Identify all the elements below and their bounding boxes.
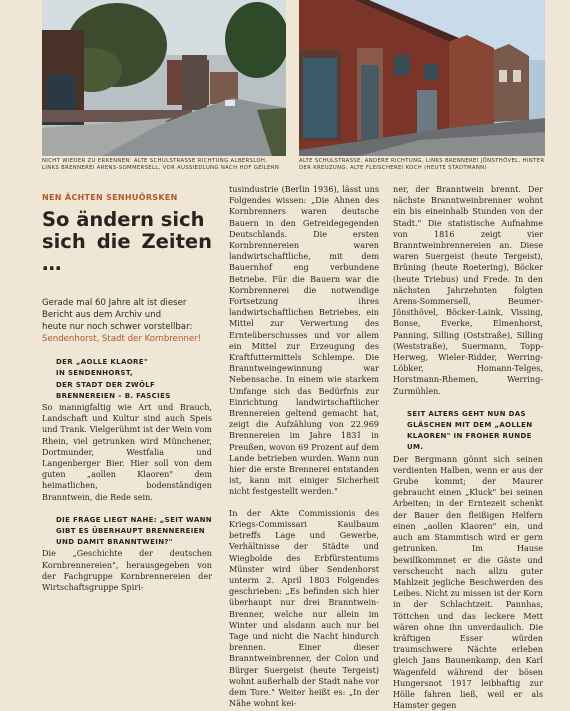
section-heading-3 <box>407 409 543 454</box>
article-column-1 <box>42 188 212 593</box>
photo-caption-right: ALTE SCHULSTRASSE, ANDERE RICHTUNG, LINKS BRENNEREI JÖNSTHÖVEL, HINTER DER KREUZUNG: ALTE FLEISCHEREI KOCH (HEUTE STADTMANN) <box>299 158 545 172</box>
section-heading-1-line-4: BRENNEREIEN – B. FASCIES <box>56 391 171 400</box>
street-photo-right <box>299 0 545 156</box>
lead-line-3: heute nur noch schwer vorstellbar: <box>42 322 193 333</box>
body-paragraph-1: So mannigfaltig wie Art und Brauch, Landschaft und Kultur sind auch Speis und Trank. Vielgerühmt ist der Wein vom Rhein, viel getrunken wird Münchener, Dortmunder, Westfalia und Langenberger Bier. Hier soll von dem guten „aollen Klaoren" dem heimatlichen, bodenständigen Branntwein, die Rede sein. <box>42 402 212 502</box>
lead-line-1: Gerade mal 60 Jahre alt ist dieser <box>42 298 187 309</box>
lead-line-2: Bericht aus dem Archiv und <box>42 310 162 321</box>
section-heading-3-line-2: GLÄSCHEN MIT DEM „AOLLEN <box>407 421 533 430</box>
section-heading-1 <box>56 357 212 402</box>
section-heading-3-line-1: SEIT ALTERS GEHT NUN DAS <box>407 409 526 418</box>
body-paragraph-2: Die „Geschichte der deutschen Kornbrennereien", herausgegeben von der Fachgruppe Kornbrennereien der Wirtschaftsgruppe Spiri- <box>42 548 212 593</box>
section-heading-2 <box>56 515 212 549</box>
headline-line-1: So ändern sich <box>42 208 205 232</box>
article-kicker: NEN ÄCHTEN SENHUÖRSKEN <box>42 193 178 202</box>
section-heading-2-line-2: GIBT ES ÜBERHAUPT BRENNEREIEN <box>56 527 206 536</box>
body-paragraph-6: Der Bergmann gönnt sich seinen verdienten Halben, wenn er aus der Grube kommt; der Maurer gebraucht einen „Kluck" bei seinen Arbeiten; in der Erntezeit schenkt der Bauer den fleißigen Helfern einen „aollen Klaoren" ein, und auch am Stammtisch wird er gern getrunken. Im Hause bewillkommnet er die Gäste und verscheucht nach allzu guter Mahlzeit jegliche Beschwerden des Leibes. Nicht zu missen ist der Korn in der Schlachtzeit. Pannhas, Töttchen und das leckere Mett wären ohne ihn unverdaulich. Die kräftigen Esser würden traumschwere Nächte erleben gleich Jans Baunenkamp, den Karl Wagenfeld während der bösen Hungersnot 1917 leibhaftig zur Hölle fahren ließ, weil er als Hamster gegen <box>393 453 543 711</box>
body-paragraph-5: ner, der Branntwein brennt. Der nächste Branntweinbrenner wohnt ein bis eineinhalb Stunden von der Stadt." Die statistische Aufnahme von 1816 zeigt vier Branntweinbrennereien an. Diese waren Suergeist (heute Tergeist), Brüning (heute Roetering), Böcker (heute Triebus) und Frede. In den nächsten Jahrzehnten folgten Arens-Sommersell, Beumer-Jönsthövel, Böcker-Laink, Vissing, Bonse, Everke, Elmenhorst, Panning, Silling (Oststraße), Silling (Weststraße), Suermann, Topp-Herweg, Wieler-Ridder, Werring-Löbker, Homann-Telges, Horstmann-Rhemen, Werring-Zurmühlen. <box>393 184 543 396</box>
photo-caption-left: NICHT WIEDER ZU ERKENNEN: ALTE SCHULSTRASSE RICHTUNG ALBERSLOH, LINKS BRENNEREI ARENS-SOMMERSELL, VOR AUSSIEDLUNG NACH HOF GEILERN <box>42 158 280 172</box>
section-heading-3-line-3: KLAOREN" IN FROHER RUNDE UM. <box>407 432 532 452</box>
article-column-3 <box>393 184 543 711</box>
article-column-2 <box>229 184 379 709</box>
section-heading-2-line-1: DIE FRAGE LIEGT NAHE: „SEIT WANN <box>56 515 213 524</box>
body-paragraph-4: In der Akte Commissionis des Kriegs-Commissari Kaulbaum betreffs Lage und Gewerbe, Verhältnisse der Städte und Wiegbolde des Erbfürstentums Münster wird über Sendenhorst unterm 2. April 1803 Folgendes geschrieben: „Es befinden sich hier überhaupt nur drei Branntwein-Brenner, welche nur allein im Winter und alsdann auch nur bei Tage und nicht die Nacht hindurch brennen. Einer dieser Branntweinbrenner, der Colon und Bürger Suergeist (heute Tergeist) wohnt außerhalb der Stadt nahe vor dem Tore." Weiter heißt es: „In der Nähe wohnt kei- <box>229 507 379 709</box>
section-heading-1-line-1: DER „AOLLE KLAORE" <box>56 358 148 367</box>
headline-line-2: sich die Zeiten … <box>42 230 212 276</box>
street-photo-left <box>42 0 286 156</box>
article-headline <box>42 209 212 275</box>
article-lead <box>42 297 212 345</box>
section-heading-1-line-3: DER STADT DER ZWÖLF <box>56 380 156 389</box>
section-heading-1-line-2: IN SENDENHORST, <box>56 369 133 378</box>
lead-line-4: Sendenhorst, Stadt der Kornbrenner! <box>42 334 202 345</box>
body-paragraph-3: tusindustrie (Berlin 1936), lässt uns Folgendes wissen: „Die Ahnen des Kornbrenners waren deutsche Bauern in den Getreidegegenden Deutschlands. Die ersten Kornbrennereien waren landwirtschaftliche, mit dem Bauernhof eng verbundene Betriebe. Für die Bauern war die Kornbrennerei die notwendige Fortsetzung ihres landwirtschaftlichen Betriebes, ein Mittel zur Verwertung des Ernteüberschusses und vor allem ein Mittel zur Erzeugung des Kraftfuttermittels Schlempe. Die Branntweingewinnung war Nebensache. In einem wie starkem Umfange sich das Bedürfnis zur Einrichtung landwirtschaftlicher Brennereien geltend gemacht hat, zeigt die Aufzählung von 22.969 Brennereien im Jahre 1831 in Preußen, wovon 69 Prozent auf dem Lande betrieben wurden. Wann nun hier die erste Brennerei entstanden ist, kann mit einiger Sicherheit nicht festgestellt werden." <box>229 184 379 497</box>
section-heading-2-line-3: UND DAMIT BRANNTWEIN?" <box>56 538 173 547</box>
